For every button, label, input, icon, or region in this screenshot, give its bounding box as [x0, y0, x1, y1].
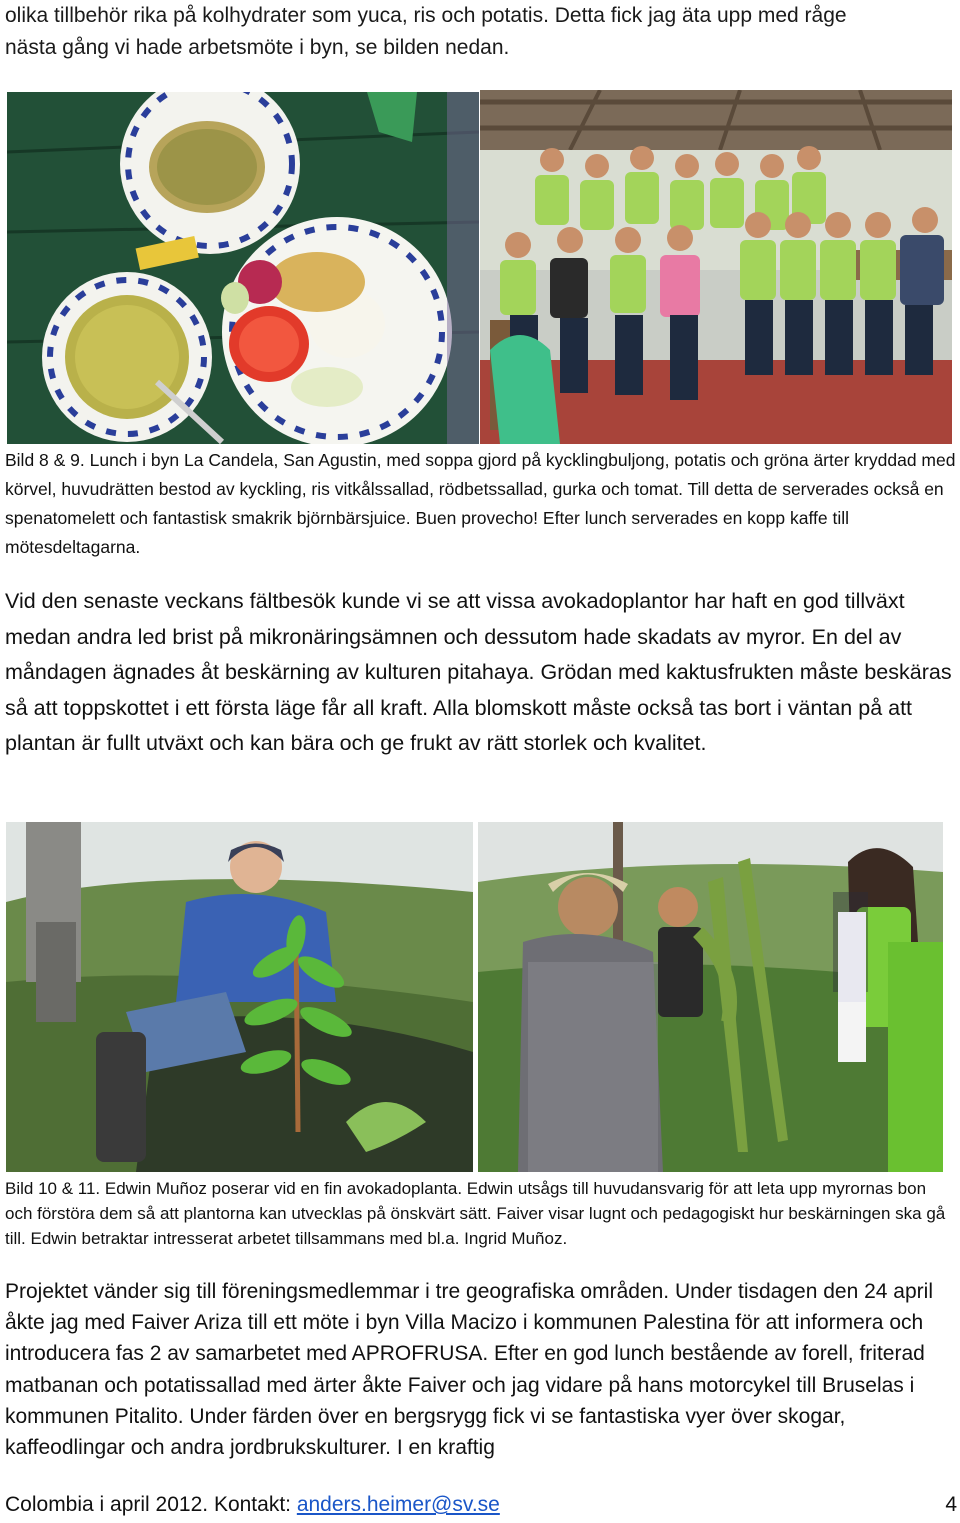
caption-images-8-9: Bild 8 & 9. Lunch i byn La Candela, San Agustin, med soppa gjord på kycklingbuljong, potatis och gröna ärter kryddad med körvel, huvudrätten bestod av kyckling, ris vitkålssallad, rödbetssallad, gurka och tomat. Till detta de serverades också en spenatomelett och fantastisk smakrik björnbärsjuice. Buen provecho! Efter lunch serverades en kopp kaffe till mötesdeltagarna.: [5, 450, 956, 557]
pitahaya-pruning-illustration: [478, 822, 943, 1172]
paragraph-project-areas: Projektet vänder sig till föreningsmedlemmar i tre geografiska områden. Under tisdagen den 24 april åkte jag med Faiver Ariza till ett möte i byn Villa Macizo i kommunen Palestina för att informera och introducera fas 2 av samarbetet med APROFRUSA. Efter en god lunch bestående av forell, friterad matbanan och potatissallad med ärter åkte Faiver och jag vidare på hans motorcykel till Bruselas i kommunen Pitalito. Under färden över en bergsrygg fick vi se fantastiska vyer över skogar, kaffeodlingar och andra jordbrukskulturer. I en kraftig: [5, 1280, 933, 1460]
photo-lunch-plates: [7, 92, 479, 444]
photo-group-coffee: [480, 90, 952, 444]
paragraph-field-visit: Vid den senaste veckans fältbesök kunde vi se att vissa avokadoplantor har haft en god tillväxt medan andra led brist på mikronäringsämnen och dessutom hade skadats av myror. En del av måndagen ägnades åt beskärning av kulturen pitahaya. Grödan med kaktusfrukten måste beskäras så att toppskottet i ett första läge får all kraft. Alla blomskott måste också tas bort i väntan på att plantan är fullt utväxt och kan bära och ge frukt av rätt storlek och kvalitet.: [5, 589, 952, 755]
intro-text: [5, 0, 955, 64]
avocado-plant-illustration: [6, 822, 473, 1172]
page-footer: [5, 1490, 960, 1520]
intro-line-2: nästa gång vi hade arbetsmöte i byn, se bilden nedan.: [5, 36, 510, 59]
footer-text: Colombia i april 2012. Kontakt:: [5, 1493, 297, 1516]
lunch-plates-illustration: [7, 92, 479, 444]
contact-email-link[interactable]: anders.heimer@sv.se: [296, 1493, 500, 1516]
photo-avocado-plant: [6, 822, 473, 1172]
page-number: 4: [945, 1493, 957, 1516]
group-coffee-illustration: [480, 90, 952, 444]
intro-line-1: olika tillbehör rika på kolhydrater som yuca, ris och potatis. Detta fick jag äta upp med råge: [5, 4, 847, 27]
photo-pitahaya-pruning: [478, 822, 943, 1172]
caption-images-10-11: Bild 10 & 11. Edwin Muñoz poserar vid en fin avokadoplanta. Edwin utsågs till huvudansvarig för att leta upp myrornas bon och förstöra dem så att plantorna kan utvecklas på önskvärt sätt. Faiver visar lugnt och pedagogiskt hur beskärningen ska gå till. Edwin betraktar intresserat arbetet tillsammans med bl.a. Ingrid Muñoz.: [5, 1179, 946, 1248]
